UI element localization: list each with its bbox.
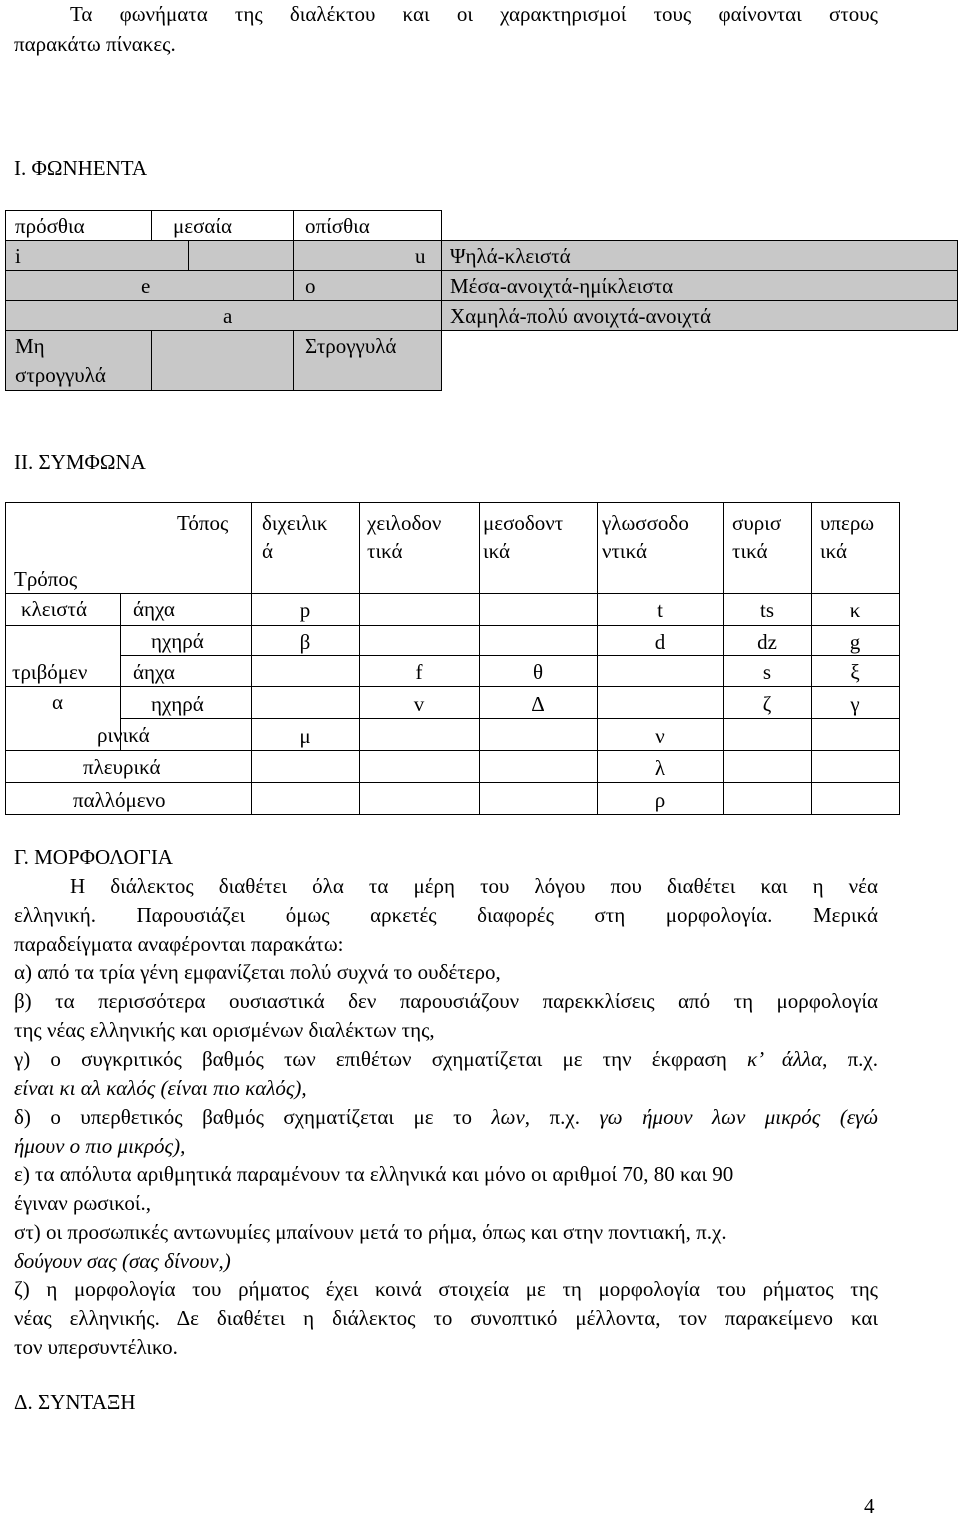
place-interdental-1: μεσοδοντ bbox=[483, 511, 564, 535]
voicing-voiceless-stop: άηχα bbox=[133, 597, 175, 621]
cell-ts: ts bbox=[759, 598, 774, 622]
place-labiodental-1: χειλοδον bbox=[367, 511, 442, 535]
morph-item-g-line-2: είναι κι αλ καλός (είναι πιο καλός), bbox=[14, 1076, 307, 1100]
cell-gamma: γ bbox=[850, 692, 860, 716]
cell-kappa: κ bbox=[849, 598, 861, 622]
manner-trills: παλλόμενο bbox=[73, 788, 166, 812]
morph-paragraph-line-2: ελληνική. Παρουσιάζει όμως αρκετές διαφορές στη μορφολογία. Μερικά bbox=[14, 903, 878, 927]
section-title-consonants: ΙΙ. ΣΥΜΦΩΝΑ bbox=[14, 450, 146, 474]
vowel-a: a bbox=[223, 304, 233, 328]
morph-item-st-line-1: στ) οι προσωπικές αντωνυμίες μπαίνουν μετά το ρήμα, όπως και στην ποντιακή, π.χ. bbox=[14, 1220, 727, 1244]
cell-v: v bbox=[413, 692, 425, 716]
morph-item-g-line-1: γ) ο συγκριτικός βαθμός των επιθέτων σχηματίζεται με την έκφραση κ’ άλλα, π.χ. bbox=[14, 1047, 878, 1071]
manner-fricatives-2: α bbox=[52, 690, 64, 714]
vowel-o: o bbox=[305, 274, 316, 298]
intro-line-1: Τα φωνήματα της διαλέκτου και οι χαρακτηρισμοί τους φαίνονται στους bbox=[70, 2, 878, 26]
morph-item-a: α) από τα τρία γένη εμφανίζεται πολύ συχνά το ουδέτερο, bbox=[14, 960, 501, 984]
place-alveolar-1: γλωσσοδο bbox=[602, 511, 689, 535]
place-sibilant-1: συρισ bbox=[732, 511, 782, 535]
voicing-voiced-stop: ηχηρά bbox=[151, 629, 204, 653]
vowel-header-back: οπίσθια bbox=[305, 214, 370, 238]
cell-s: s bbox=[762, 660, 772, 684]
cell-xi: ξ bbox=[850, 660, 860, 684]
cell-mu: μ bbox=[299, 724, 311, 748]
cell-lambda: λ bbox=[654, 756, 666, 780]
intro-line-2: παρακάτω πίνακες. bbox=[14, 32, 176, 56]
morph-item-e-line-1: ε) τα απόλυτα αριθμητικά παραμένουν τα ελληνικά και μόνο οι αριθμοί 70, 80 και 90 bbox=[14, 1162, 734, 1186]
section-title-morphology: Γ. ΜΟΡΦΟΛΟΓΙΑ bbox=[14, 845, 173, 869]
cell-beta: β bbox=[299, 630, 311, 654]
place-labiodental-2: τικά bbox=[367, 539, 403, 563]
morph-item-d-line-1: δ) ο υπερθετικός βαθμός σχηματίζεται με το λων, π.χ. γω ήμουν λων μικρός (εγώ bbox=[14, 1105, 879, 1129]
morph-item-b-line-2: της νέας ελληνικής και ορισμένων διαλέκτων της, bbox=[14, 1018, 435, 1042]
morph-paragraph-line-3: παραδείγματα αναφέρονται παρακάτω: bbox=[14, 932, 344, 956]
morph-item-z-line-2: νέας ελληνικής. Δε διαθέτει η διάλεκτος το συνοπτικό μέλλοντα, τον παρακείμενο και bbox=[14, 1306, 878, 1330]
cell-dz: dz bbox=[757, 630, 777, 654]
morph-item-d-line-2: ήμουν ο πιο μικρός), bbox=[14, 1134, 186, 1158]
manner-laterals: πλευρικά bbox=[83, 755, 161, 779]
consonant-header-manner: Τρόπος bbox=[14, 567, 78, 591]
morph-paragraph-line-1: Η διάλεκτος διαθέτει όλα τα μέρη του λόγου που διαθέτει και η νέα bbox=[70, 874, 878, 898]
vowel-rounded: Στρογγυλά bbox=[305, 334, 397, 358]
cell-delta: Δ bbox=[531, 692, 545, 716]
section-title-syntax: Δ. ΣΥΝΤΑΞΗ bbox=[14, 1390, 136, 1414]
page-number: 4 bbox=[864, 1494, 875, 1518]
vowel-row-label-low: Χαμηλά-πολύ ανοιχτά-ανοιχτά bbox=[450, 304, 711, 328]
morph-item-e-line-2: έγιναν ρωσικοί., bbox=[14, 1191, 152, 1215]
morph-item-z-line-3: τον υπερσυντέλικο. bbox=[14, 1335, 178, 1359]
voicing-voiced-fricative: ηχηρά bbox=[151, 692, 204, 716]
vowel-row-label-high: Ψηλά-κλειστά bbox=[450, 244, 571, 268]
cell-nu: ν bbox=[655, 724, 665, 748]
section-title-vowels: Ι. ΦΩΝΗΕΝΤΑ bbox=[14, 156, 148, 180]
vowel-i: i bbox=[15, 244, 21, 268]
place-velar-2: ικά bbox=[820, 539, 848, 563]
cell-zeta: ζ bbox=[762, 692, 772, 716]
morph-item-z-line-1: ζ) η μορφολογία του ρήματος έχει κοινά στοιχεία με τη μορφολογία του ρήματος της bbox=[14, 1277, 878, 1301]
place-velar-1: υπερω bbox=[820, 511, 875, 535]
cell-t: t bbox=[657, 598, 663, 622]
place-alveolar-2: ντικά bbox=[602, 539, 647, 563]
manner-fricatives-1: τριβόμεν bbox=[12, 660, 88, 684]
cell-f: f bbox=[415, 660, 423, 684]
place-sibilant-2: τικά bbox=[732, 539, 768, 563]
cell-p: p bbox=[299, 598, 311, 622]
manner-stops: κλειστά bbox=[21, 597, 87, 621]
vowel-e: e bbox=[141, 274, 151, 298]
cell-theta: θ bbox=[532, 660, 544, 684]
vowel-unrounded-2: στρογγυλά bbox=[15, 363, 106, 387]
vowel-header-front: πρόσθια bbox=[15, 214, 85, 238]
place-interdental-2: ικά bbox=[483, 539, 511, 563]
morph-item-st-line-2: δούγουν σας (σας δίνουν,) bbox=[14, 1249, 231, 1273]
vowel-u: u bbox=[415, 244, 426, 268]
cell-d: d bbox=[654, 630, 666, 654]
cell-rho: ρ bbox=[654, 788, 666, 812]
place-bilabial-2: ά bbox=[262, 539, 274, 563]
voicing-voiceless-fricative: άηχα bbox=[133, 660, 175, 684]
consonant-table bbox=[5, 502, 900, 815]
manner-nasals: ρινικά bbox=[97, 723, 150, 747]
morph-item-b-line-1: β) τα περισσότερα ουσιαστικά δεν παρουσιάζουν παρεκκλίσεις από τη μορφολογία bbox=[14, 989, 878, 1013]
vowel-table bbox=[5, 210, 958, 391]
place-bilabial-1: διχειλικ bbox=[262, 511, 328, 535]
vowel-header-central: μεσαία bbox=[173, 214, 233, 238]
vowel-unrounded-1: Μη bbox=[15, 334, 45, 358]
consonant-header-place: Τόπος bbox=[177, 511, 229, 535]
vowel-row-label-mid: Μέσα-ανοιχτά-ημίκλειστα bbox=[450, 274, 674, 298]
cell-g: g bbox=[849, 630, 861, 654]
